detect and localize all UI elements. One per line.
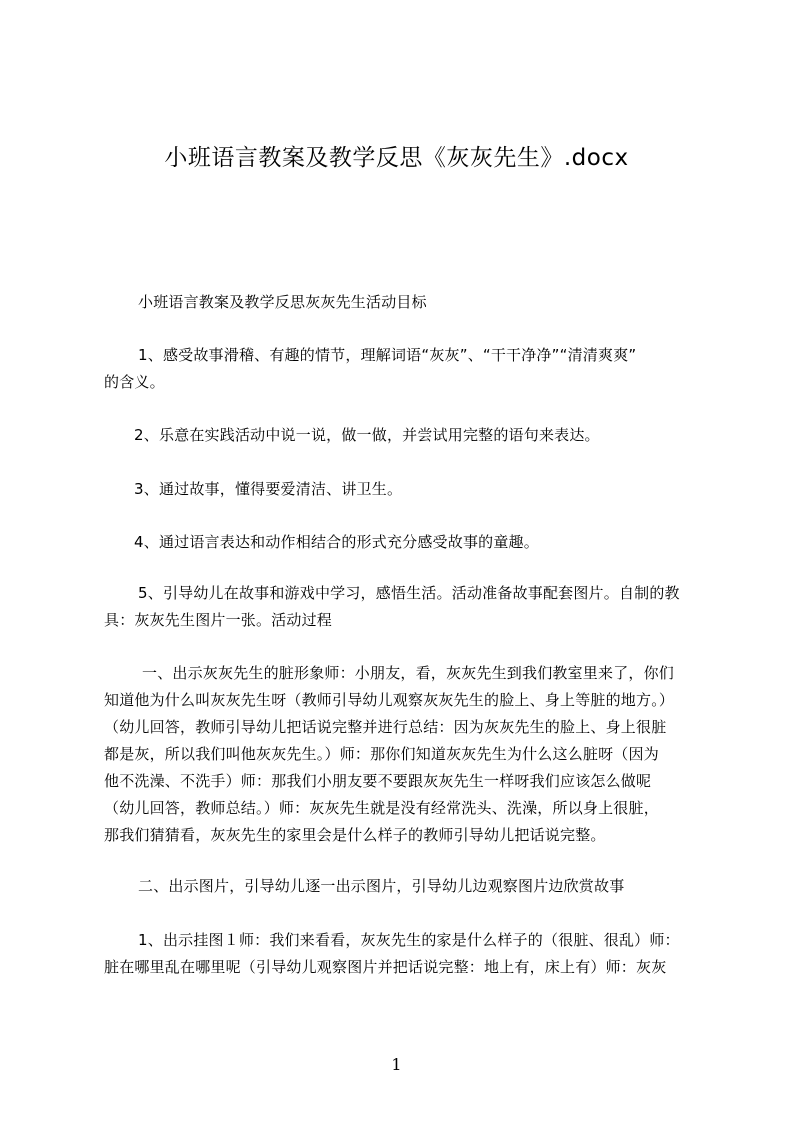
text-line: 5、引导幼儿在故事和游戏中学习，感悟生活。活动准备故事配套图片。自制的教 [138,584,680,602]
text-line: 具：灰灰先生图片一张。活动过程 [104,611,333,629]
document-title: 小班语言教案及教学反思《灰灰先生》.docx [164,145,629,171]
text-line: 1、感受故事滑稽、有趣的情节，理解词语“灰灰”、“干干净净”“清清爽爽” [138,346,637,364]
text-line: （幼儿回答，教师引导幼儿把话说完整并进行总结：因为灰灰先生的脸上、身上很脏 [104,718,667,736]
text-line: 那我们猜猜看，灰灰先生的家里会是什么样子的教师引导幼儿把话说完整。 [104,826,606,844]
page-number: 1 [391,1055,402,1074]
objective-3 [104,476,710,503]
objective-2 [104,422,710,449]
objective-4 [104,529,710,556]
text-line: 小班语言教案及教学反思灰灰先生活动目标 [138,293,427,311]
activity-step-1 [104,660,710,849]
text-line: 的含义。 [104,373,165,391]
text-line: 一、出示灰灰先生的脏形象师：小朋友，看，灰灰先生到我们教室里来了，你们 [142,664,675,682]
section-heading [104,289,710,316]
text-line: 知道他为什么叫灰灰先生呀（教师引导幼儿观察灰灰先生的脸上、身上等脏的地方。） [104,691,675,709]
text-line: 他不洗澡、不洗手）师：那我们小朋友要不要跟灰灰先生一样呀我们应该怎么做呢 [104,772,652,790]
text-line: 3、通过故事，懂得要爱清洁、讲卫生。 [134,480,403,498]
objective-1 [104,342,710,396]
text-line: 4、通过语言表达和动作相结合的形式充分感受故事的童趣。 [134,533,539,551]
text-line: 2、乐意在实践活动中说一说，做一做，并尝试用完整的语句来表达。 [134,426,600,444]
text-line: 1、出示挂图１师：我们来看看，灰灰先生的家是什么样子的（很脏、很乱）师： [138,931,680,949]
activity-step-2-1 [104,927,710,981]
text-line: 脏在哪里乱在哪里呢（引导幼儿观察图片并把话说完整：地上有，床上有）师：灰灰 [104,958,667,976]
text-line: 都是灰，所以我们叫他灰灰先生。）师：那你们知道灰灰先生为什么这么脏呀（因为 [104,745,659,763]
activity-step-2 [104,873,710,900]
objective-5 [104,580,710,634]
text-line: 二、出示图片，引导幼儿逐一出示图片，引导幼儿边观察图片边欣赏故事 [138,877,625,895]
text-line: （幼儿回答，教师总结。）师：灰灰先生就是没有经常洗头、洗澡，所以身上很脏， [104,799,659,817]
